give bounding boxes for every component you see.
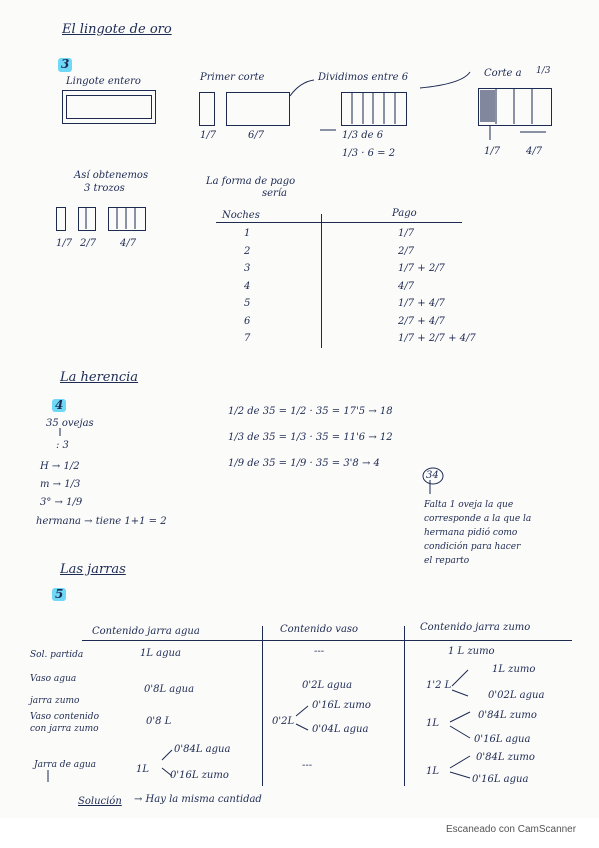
scanner-footer: Escaneado con CamScanner [446,824,577,835]
label-tercero: 3° → 1/9 [40,497,83,508]
nights-row-night: 4 [244,281,251,292]
row3-c2-total: 0'2L [272,716,295,727]
label-h: H → 1/2 [40,461,80,472]
label-b-1-7: 1/7 [484,146,501,157]
label-asi-obtenemos: Así obtenemos [74,170,149,181]
row2-label-b: jarra zumo [30,696,80,706]
nights-row-payment: 1/7 [398,228,415,239]
label-3-trozos: 3 trozos [84,183,125,194]
nights-row-night: 1 [244,228,251,239]
jarras-header-2: Contenido vaso [280,624,359,635]
note-line-1: Falta 1 oveja la que [424,500,514,510]
nights-row-payment: 2/7 [398,246,415,257]
jarras-header-1: Contenido jarra agua [92,626,200,637]
exercise-number-4: 4 [55,398,64,412]
nights-row-night: 7 [244,333,251,344]
solucion-label: Solución [78,796,122,807]
col-pago: Pago [392,208,417,219]
row4-c3-a: 0'84L zumo [476,752,535,763]
note-line-4: condición para hacer [424,542,521,552]
note-line-2: corresponde a la que la [424,514,532,524]
label-corte-fraction: 1/3 [536,66,551,76]
label-35-ovejas: 35 ovejas [46,418,94,429]
label-hermana: hermana → tiene 1+1 = 2 [36,516,167,527]
row3-c3-total: 1L [426,718,440,729]
row4-label: Jarra de agua [34,760,97,770]
row4-c3-b: 0'16L agua [472,774,529,785]
row1-label: Sol. partida [30,650,84,660]
label-6-7: 6/7 [248,130,265,141]
row3-c3-a: 0'84L zumo [478,710,537,721]
nights-row-payment: 4/7 [398,281,415,292]
row3-label-a: Vaso contenido [30,712,99,722]
nights-row-payment: 1/7 + 2/7 [398,263,445,274]
nights-row-night: 3 [244,263,251,274]
row4-c2: --- [302,760,313,771]
row3-c2-b: 0'04L agua [312,724,369,735]
label-corte: Corte a [484,68,522,79]
row2-label-a: Vaso agua [30,674,77,684]
row2-c3-a: 1L zumo [492,664,536,675]
row3-label-b: con jarra zumo [30,724,99,734]
note-line-3: hermana pidió como [424,528,518,538]
exercise-number-5: 5 [55,587,64,601]
nights-row-night: 6 [244,316,251,327]
row2-c3-total: 1'2 L [426,680,452,691]
jarras-header-3: Contenido jarra zumo [420,622,531,633]
row2-c2: 0'2L agua [302,680,353,691]
label-primer-corte: Primer corte [200,72,265,83]
piece-label-2: 2/7 [80,238,97,249]
row4-c1-total: 1L [136,764,150,775]
nights-row-payment: 1/7 + 2/7 + 4/7 [398,333,476,344]
calc-1-2: 1/2 de 35 = 1/2 · 35 = 17'5 → 18 [228,406,393,417]
col-noches: Noches [222,210,260,221]
row3-c2-a: 0'16L zumo [312,700,371,711]
row4-c1-b: 0'16L zumo [170,770,229,781]
label-b-4-7: 4/7 [526,146,543,157]
label-m: m → 1/3 [40,479,81,490]
label-lingote-entero: Lingote entero [66,76,141,87]
label-1-3-por-6: 1/3 · 6 = 2 [342,148,396,159]
piece-label-3: 4/7 [120,238,137,249]
row2-c3-b: 0'02L agua [488,690,545,701]
section-title-herencia: La herencia [60,370,139,385]
section-title-lingote: El lingote de oro [62,22,172,37]
section-title-jarras: Las jarras [60,562,126,577]
row4-c1-a: 0'84L agua [174,744,231,755]
nights-row-night: 5 [244,298,251,309]
row4-c3-total: 1L [426,766,440,777]
solucion-text: → Hay la misma cantidad [134,794,262,805]
note-line-5: el reparto [424,556,470,566]
calc-1-9: 1/9 de 35 = 1/9 · 35 = 3'8 → 4 [228,458,380,469]
calc-1-3: 1/3 de 35 = 1/3 · 35 = 11'6 → 12 [228,432,393,443]
label-div-3: : 3 [56,440,69,451]
label-forma-pago: La forma de pago [206,176,296,187]
row2-c1: 0'8L agua [144,684,195,695]
label-seria: sería [262,188,287,199]
label-dividimos: Dividimos entre 6 [318,72,409,83]
exercise-number-3: 3 [61,57,70,71]
label-1-7: 1/7 [200,130,217,141]
label-1-3-de-6: 1/3 de 6 [342,130,384,141]
row1-c1: 1L agua [140,648,181,659]
nights-row-night: 2 [244,246,251,257]
row1-c3: 1 L zumo [448,646,495,657]
piece-label-1: 1/7 [56,238,73,249]
total-34: 34 [426,470,439,481]
row3-c1: 0'8 L [146,716,172,727]
nights-row-payment: 1/7 + 4/7 [398,298,445,309]
row1-c2: --- [314,646,325,657]
row3-c3-b: 0'16L agua [474,734,531,745]
nights-row-payment: 2/7 + 4/7 [398,316,445,327]
